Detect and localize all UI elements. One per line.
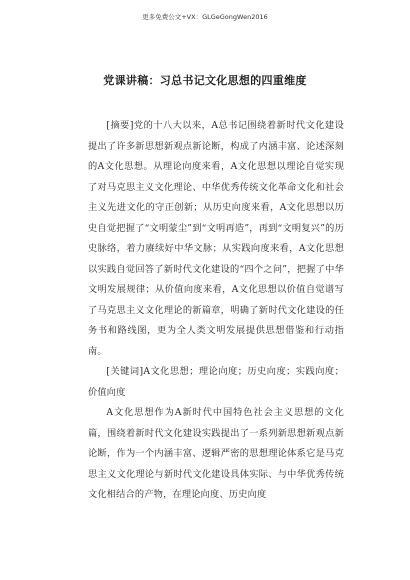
header-note: 更多免费公文+VX：GLGeGongWen2016 [142,13,268,21]
abstract-text: 党的十八大以来，A总书记围绕着新时代文化建设提出了许多新思想新观点新论断，构成了内涵丰富、论述深刻的A文化思想。从理论向度来看，A文化思想以理论自觉实现了对马克思主义文化理论、中华优秀传统文化革命文化和社会主义先进文化的守正创新；从历史向度来看，A文化思想以历史自觉把握了“文明蒙尘”到“文明再造”，再到“文明复兴”的历史脉络，着力赓续好中华文脉；从实践向度来看，A文化思想以实践自觉回答了新时代文化建设的“四个之问”，把握了中华文明发展规律；从价值向度来看，A文化思想以价值自觉谱写了马克思主义文化理论的新篇章，明确了新时代文化建设的任务书和路线图，更为全人类文明发展提供思想借鉴和行动指南。 [88,120,344,357]
abstract-paragraph [88,116,344,362]
keywords-text: A文化思想；理论向度；历史向度；实践向度；价值向度 [88,366,344,398]
document-body [88,116,344,506]
keywords-paragraph [88,362,344,403]
abstract-label: [摘要] [106,120,134,131]
keywords-label: [关键词] [106,366,144,377]
body-paragraph: A文化思想作为A新时代中国特色社会主义思想的文化篇，围绕着新时代文化建设实践提出了一系列新思想新观点新论断，作为一个内涵丰富、逻辑严密的思想理论体系它是马克思主义文化理论与新时代文化建设具体实际、与中华优秀传统文化相结合的产物，在理论向度、历史向度 [88,407,344,500]
document-title: 党课讲稿：习总书记文化思想的四重维度 [103,74,307,87]
